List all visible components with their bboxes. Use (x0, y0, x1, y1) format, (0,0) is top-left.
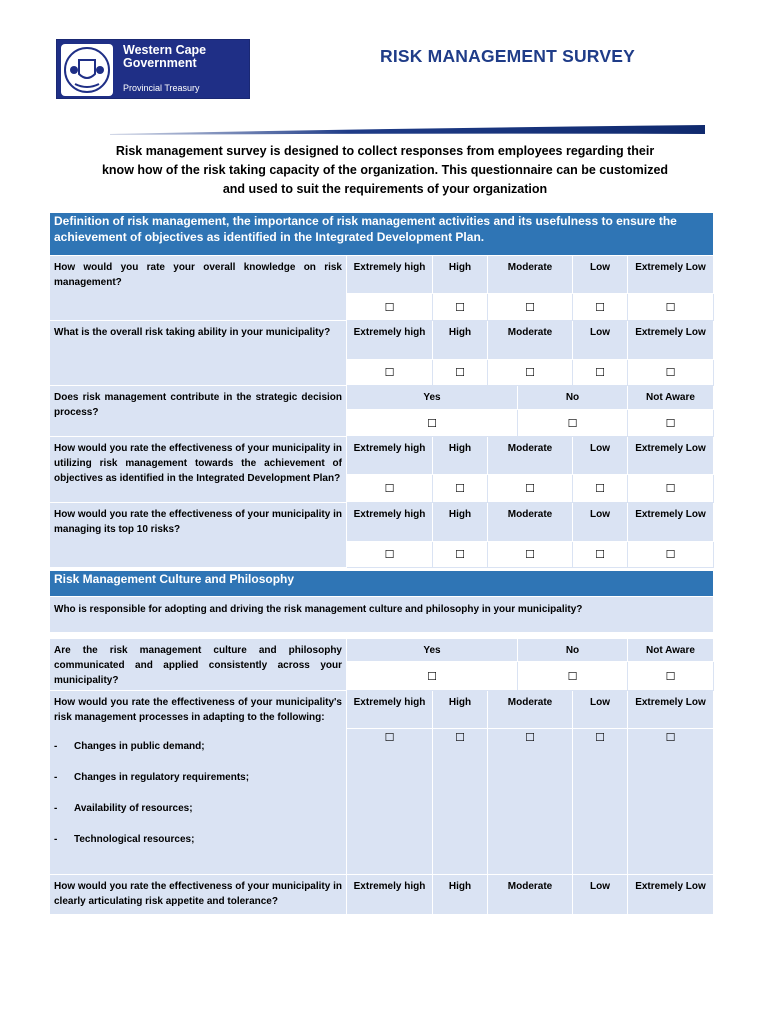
option-label: Not Aware (628, 386, 714, 410)
coat-of-arms-icon (61, 44, 113, 96)
checkbox[interactable]: ☐ (665, 732, 676, 744)
question-row (50, 437, 714, 475)
section2-heading: Risk Management Culture and Philosophy (50, 571, 714, 597)
option-label: Yes (347, 639, 518, 662)
question-text: How would you rate the effectiveness of your municipality in clearly articulating risk appetite and tolerance? (50, 875, 347, 915)
checkbox[interactable]: ☐ (665, 483, 676, 495)
logo-subtext: Provincial Treasury (123, 83, 200, 93)
option-label: Extremely Low (628, 321, 714, 360)
checkbox[interactable]: ☐ (595, 732, 605, 744)
list-item: - Changes in regulatory requirements; (54, 772, 250, 783)
checkbox[interactable]: ☐ (595, 367, 605, 379)
question-row (50, 256, 714, 294)
option-label: Low (573, 321, 628, 360)
option-label: Not Aware (628, 639, 714, 662)
option-label: Extremely high (347, 875, 433, 915)
option-label: Moderate (488, 875, 573, 915)
option-label: Extremely high (347, 321, 433, 360)
option-label: Extremely Low (628, 875, 714, 915)
checkbox[interactable]: ☐ (525, 301, 535, 314)
question-text: Are the risk management culture and philosophy communicated and applied consistently across your municipality? (50, 639, 347, 691)
question-text: Does risk management contribute in the strategic decision process? (50, 386, 347, 437)
header-swoosh-divider (110, 120, 705, 138)
list-item: - Changes in public demand; (54, 741, 205, 752)
option-label: No (518, 639, 628, 662)
option-label: Extremely high (347, 256, 433, 294)
option-label: Moderate (488, 503, 573, 542)
option-label: Extremely high (347, 437, 433, 475)
option-label: High (433, 321, 488, 360)
option-label: Low (573, 875, 628, 915)
checkbox[interactable]: ☐ (455, 301, 465, 314)
option-label: Yes (347, 386, 518, 410)
checkbox[interactable]: ☐ (665, 301, 676, 314)
checkbox[interactable]: ☐ (665, 367, 676, 379)
checkbox[interactable]: ☐ (665, 549, 676, 561)
checkbox[interactable]: ☐ (567, 417, 578, 430)
question-row (50, 321, 714, 360)
question-row (50, 503, 714, 542)
list-item: - Technological resources; (54, 834, 195, 845)
option-label: Extremely high (347, 691, 433, 729)
option-label: Moderate (488, 321, 573, 360)
question-text: How would you rate your overall knowledge on risk management? (50, 256, 347, 321)
option-label: High (433, 256, 488, 294)
option-label: Low (573, 503, 628, 542)
question-row (50, 597, 714, 633)
option-label: Low (573, 691, 628, 729)
option-label: No (518, 386, 628, 410)
intro-paragraph: Risk management survey is designed to collect responses from employees regarding their know how of the risk taking capacity of the organization. This questionnaire can be customized and used to suit the requirements of your organization (101, 144, 669, 196)
question-row (50, 639, 714, 662)
question-text-intro: How would you rate the effectiveness of your municipality's risk management processes in adapting to the following: (54, 697, 342, 723)
option-label: Extremely high (347, 503, 433, 542)
option-label: Extremely Low (628, 503, 714, 542)
checkbox[interactable]: ☐ (525, 367, 535, 379)
option-label: High (433, 875, 488, 915)
checkbox[interactable]: ☐ (567, 670, 578, 683)
checkbox[interactable]: ☐ (427, 670, 437, 683)
option-label: Moderate (488, 691, 573, 729)
checkbox[interactable]: ☐ (455, 549, 465, 561)
checkbox[interactable]: ☐ (665, 670, 676, 683)
survey-table (49, 212, 714, 915)
question-text: How would you rate the effectiveness of your municipality in utilizing risk management towards the achievement of objectives as identified in the Integrated Development Plan? (50, 437, 347, 503)
option-label: Moderate (488, 256, 573, 294)
question-row (50, 875, 714, 915)
checkbox[interactable]: ☐ (595, 301, 605, 314)
checkbox[interactable]: ☐ (384, 483, 395, 495)
option-label: Extremely Low (628, 691, 714, 729)
option-label: High (433, 691, 488, 729)
checkbox[interactable]: ☐ (427, 417, 437, 430)
option-label: Extremely Low (628, 437, 714, 475)
western-cape-government-logo (56, 39, 250, 99)
checkbox[interactable]: ☐ (595, 483, 605, 495)
section-header (50, 571, 714, 597)
section1-heading: Definition of risk management, the importance of risk management activities and its usefulness to ensure the achievement of objectives as identified in the Integrated Development Plan. (50, 213, 714, 256)
question-text: Who is responsible for adopting and driving the risk management culture and philosophy in your municipality? (50, 597, 714, 633)
question-row (50, 691, 714, 729)
checkbox[interactable]: ☐ (665, 417, 676, 430)
checkbox[interactable]: ☐ (595, 549, 605, 561)
option-label: High (433, 503, 488, 542)
option-label: High (433, 437, 488, 475)
checkbox[interactable]: ☐ (384, 301, 395, 314)
checkbox[interactable]: ☐ (455, 367, 465, 379)
checkbox[interactable]: ☐ (384, 732, 395, 744)
option-label: Low (573, 256, 628, 294)
question-text: How would you rate the effectiveness of your municipality in managing its top 10 risks? (50, 503, 347, 568)
checkbox[interactable]: ☐ (455, 483, 465, 495)
question-text (50, 691, 347, 875)
checkbox[interactable]: ☐ (525, 483, 535, 495)
section-header (50, 213, 714, 256)
factor-list (54, 739, 342, 847)
option-label: Extremely Low (628, 256, 714, 294)
option-label: Low (573, 437, 628, 475)
checkbox[interactable]: ☐ (525, 732, 535, 744)
checkbox[interactable]: ☐ (525, 549, 535, 561)
checkbox[interactable]: ☐ (384, 549, 395, 561)
page-title: RISK MANAGEMENT SURVEY (380, 46, 635, 66)
question-text: What is the overall risk taking ability in your municipality? (50, 321, 347, 386)
logo-text: Western Cape Government (123, 43, 207, 70)
question-row (50, 386, 714, 410)
checkbox[interactable]: ☐ (384, 367, 395, 379)
checkbox[interactable]: ☐ (455, 732, 465, 744)
option-label: Moderate (488, 437, 573, 475)
list-item: - Availability of resources; (54, 803, 193, 814)
